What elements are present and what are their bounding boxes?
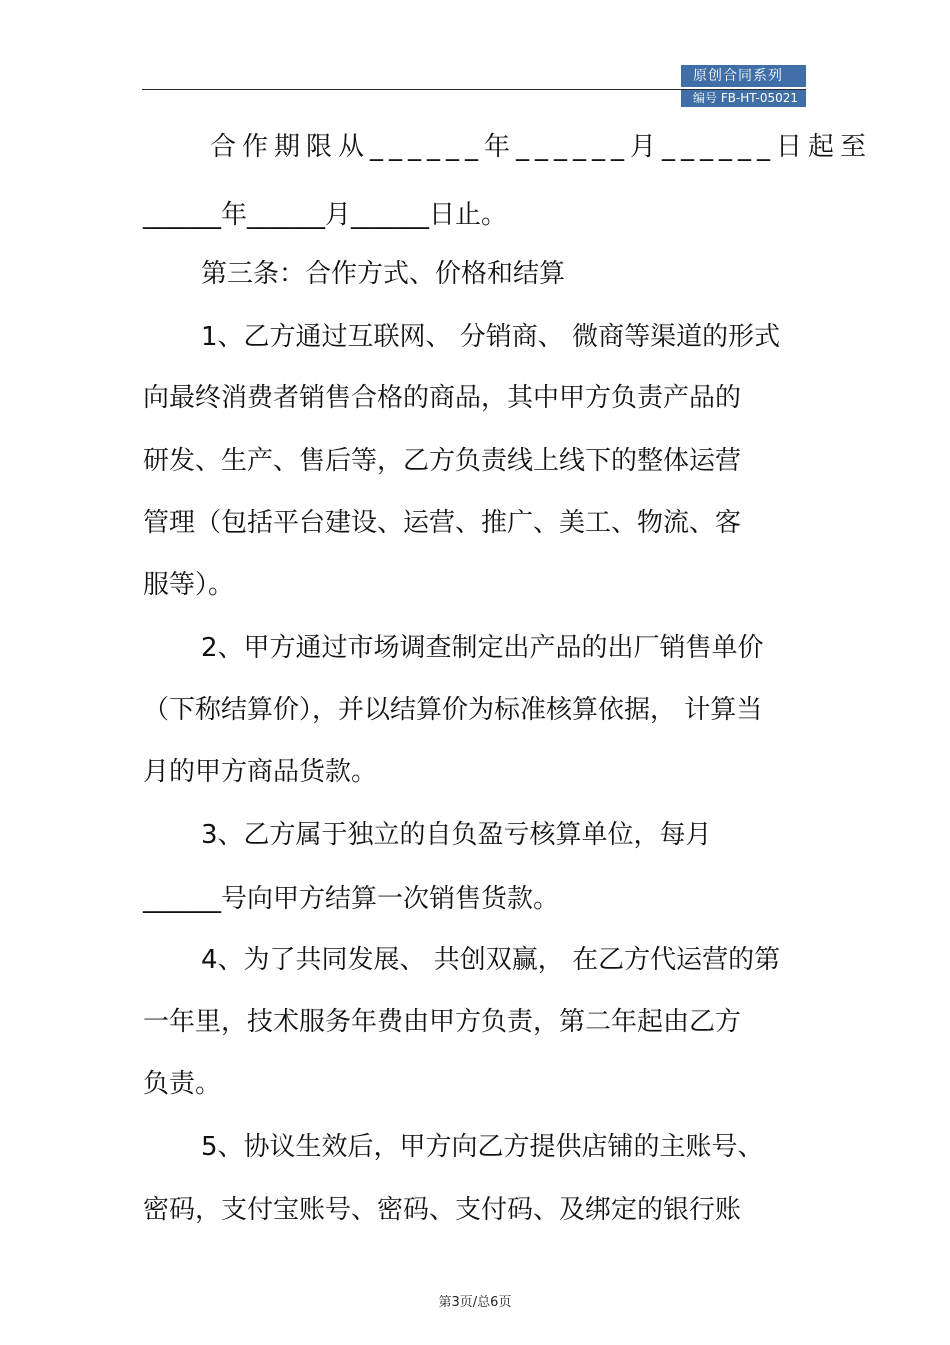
text-line: 5、协议生效后，甲方向乙方提供店铺的主账号、 xyxy=(201,1132,764,1162)
series-badge xyxy=(681,65,806,107)
text-line: 1、乙方通过互联网、 分销商、 微商等渠道的形式 xyxy=(201,322,781,352)
text-line: 密码，支付宝账号、密码、支付码、及绑定的银行账 xyxy=(143,1195,742,1225)
section-heading: 第三条：合作方式、价格和结算 xyxy=(201,259,566,289)
text-line: 4、为了共同发展、 共创双赢， 在乙方代运营的第 xyxy=(201,945,781,975)
text-line: ______年______月______日止。 xyxy=(143,200,508,230)
text-line: 服等）。 xyxy=(143,570,235,600)
text-line: 月的甲方商品货款。 xyxy=(143,757,378,787)
text-line: 研发、生产、售后等，乙方负责线上线下的整体运营 xyxy=(143,446,742,476)
text-line: 向最终消费者销售合格的商品，其中甲方负责产品的 xyxy=(143,383,742,413)
text-line: 一年里，技术服务年费由甲方负责，第二年起由乙方 xyxy=(143,1007,742,1037)
text-line: 2、甲方通过市场调查制定出产品的出厂销售单价 xyxy=(201,633,764,663)
text-line: 管理（包括平台建设、运营、推广、美工、物流、客 xyxy=(143,508,742,538)
text-line: ______号向甲方结算一次销售货款。 xyxy=(143,884,560,914)
text-line: （下称结算价），并以结算价为标准核算依据， 计算当 xyxy=(143,695,763,725)
badge-code-label: 编号 FB-HT-05021 xyxy=(681,90,806,107)
text-line: 负责。 xyxy=(143,1069,222,1099)
badge-series-label: 原创合同系列 xyxy=(681,65,806,87)
page-number: 第3页/总6页 xyxy=(438,1295,512,1310)
text-line: 合作期限从______年______月______日起至 xyxy=(210,132,873,162)
text-line: 3、乙方属于独立的自负盈亏核算单位，每月 xyxy=(201,820,712,850)
